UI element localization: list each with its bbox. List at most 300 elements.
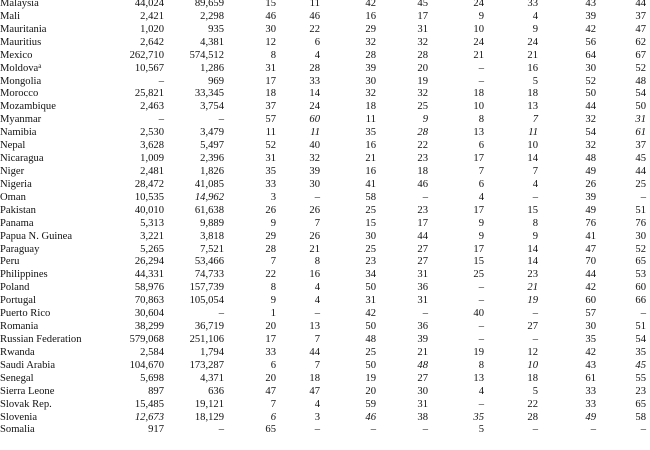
table-cell: 35 xyxy=(365,127,376,139)
table-cell: 4 xyxy=(532,10,538,22)
table-cell: 18 xyxy=(309,372,320,384)
table-cell: 48 xyxy=(585,153,596,165)
table-cell: 42 xyxy=(365,308,376,320)
table-cell: – xyxy=(370,424,376,436)
table-cell: 41 xyxy=(585,230,596,242)
table-cell: – xyxy=(478,333,484,345)
table-cell: 23 xyxy=(365,256,376,268)
table-cell: 70 xyxy=(585,256,596,268)
table-cell: – xyxy=(478,295,484,307)
table-cell: 61 xyxy=(635,127,646,139)
table-cell: 40 xyxy=(309,140,320,152)
table-cell: 30 xyxy=(585,321,596,333)
table-cell: 157,739 xyxy=(189,282,224,294)
country-name: Namibia xyxy=(0,127,37,139)
table-cell: 14 xyxy=(309,88,320,100)
table-cell: 10 xyxy=(527,140,538,152)
table-cell: 6 xyxy=(478,178,484,190)
table-cell: 23 xyxy=(635,385,646,397)
country-name: Russian Federation xyxy=(0,333,82,345)
table-row xyxy=(0,192,650,205)
table-cell: 54 xyxy=(635,88,646,100)
table-cell: 52 xyxy=(635,62,646,74)
table-cell: 41,085 xyxy=(194,178,224,190)
table-cell: 21 xyxy=(473,49,484,61)
table-cell: 28 xyxy=(309,62,320,74)
table-cell: 28 xyxy=(417,49,428,61)
table-cell: 7 xyxy=(314,217,320,229)
country-name: Nepal xyxy=(0,140,26,152)
table-cell: 37 xyxy=(635,140,646,152)
table-cell: 2,584 xyxy=(140,346,164,358)
table-cell: 45 xyxy=(635,359,646,371)
country-name: Peru xyxy=(0,256,20,268)
table-cell: 32 xyxy=(585,114,596,126)
table-cell: 12 xyxy=(265,36,276,48)
table-cell: 9 xyxy=(270,217,276,229)
table-cell: 42 xyxy=(585,23,596,35)
table-cell: 58 xyxy=(365,191,376,203)
table-cell: 17 xyxy=(417,217,428,229)
table-cell: 40 xyxy=(473,308,484,320)
table-cell: 16 xyxy=(365,140,376,152)
table-cell: 46 xyxy=(417,178,428,190)
table-cell: 9 xyxy=(270,295,276,307)
table-cell: 42 xyxy=(585,346,596,358)
table-cell: 11 xyxy=(365,114,376,126)
country-name: Niger xyxy=(0,165,25,177)
country-name: Saudi Arabia xyxy=(0,359,56,371)
table-cell: – xyxy=(158,114,164,126)
table-cell: 13 xyxy=(473,372,484,384)
table-cell: 61,638 xyxy=(194,204,224,216)
table-cell: 18 xyxy=(365,101,376,113)
table-row xyxy=(0,244,650,257)
table-cell: 19,121 xyxy=(194,398,224,410)
table-cell: 25,821 xyxy=(134,88,164,100)
table-cell: 28 xyxy=(417,127,428,139)
table-cell: 26 xyxy=(309,230,320,242)
table-cell: 2,463 xyxy=(140,101,164,113)
table-cell: 17 xyxy=(473,243,484,255)
table-cell: 43 xyxy=(585,0,596,9)
table-cell: 48 xyxy=(417,359,428,371)
table-cell: 22 xyxy=(417,140,428,152)
table-cell: 1,020 xyxy=(140,23,164,35)
country-name: Mauritania xyxy=(0,23,47,35)
table-row xyxy=(0,50,650,63)
table-cell: 636 xyxy=(208,385,224,397)
table-cell: 52 xyxy=(265,140,276,152)
table-cell: 27 xyxy=(417,372,428,384)
table-cell: 39 xyxy=(309,165,320,177)
table-row xyxy=(0,37,650,50)
table-cell: 16 xyxy=(527,62,538,74)
table-row xyxy=(0,412,650,425)
table-cell: 30 xyxy=(309,178,320,190)
table-cell: 33,345 xyxy=(194,88,224,100)
table-cell: 45 xyxy=(635,153,646,165)
table-cell: 4 xyxy=(478,191,484,203)
table-cell: 48 xyxy=(635,75,646,87)
country-name: Panama xyxy=(0,217,34,229)
table-cell: 917 xyxy=(148,424,164,436)
table-cell: 7 xyxy=(532,165,538,177)
table-cell: – xyxy=(640,308,646,320)
table-cell: 7,521 xyxy=(200,243,224,255)
table-row xyxy=(0,24,650,37)
table-cell: 50 xyxy=(365,359,376,371)
table-cell: 7 xyxy=(478,165,484,177)
table-cell: 9 xyxy=(532,230,538,242)
table-cell: 33 xyxy=(585,385,596,397)
table-cell: 60 xyxy=(585,295,596,307)
table-cell: 6 xyxy=(478,140,484,152)
table-cell: – xyxy=(640,191,646,203)
table-cell: 7 xyxy=(532,114,538,126)
country-name: Mozambique xyxy=(0,101,56,113)
table-cell: 38 xyxy=(417,411,428,423)
table-cell: 7 xyxy=(270,398,276,410)
table-cell: 28,472 xyxy=(134,178,164,190)
table-cell: 57 xyxy=(585,308,596,320)
table-cell: 13 xyxy=(309,321,320,333)
table-row xyxy=(0,399,650,412)
table-cell: 26 xyxy=(585,178,596,190)
table-cell: 15 xyxy=(265,0,276,9)
table-cell: 25 xyxy=(635,178,646,190)
table-cell: 33 xyxy=(309,75,320,87)
table-cell: – xyxy=(478,62,484,74)
table-cell: 64 xyxy=(585,49,596,61)
table-cell: 60 xyxy=(309,114,320,126)
table-cell: 33 xyxy=(527,0,538,9)
table-cell: 18 xyxy=(417,165,428,177)
table-cell: 1,794 xyxy=(200,346,224,358)
table-cell: 25 xyxy=(417,101,428,113)
table-cell: 10 xyxy=(473,23,484,35)
table-cell: 21 xyxy=(365,153,376,165)
table-cell: 44 xyxy=(417,230,428,242)
footnote-marker: a xyxy=(38,62,42,70)
table-cell: 31 xyxy=(265,62,276,74)
table-cell: 27 xyxy=(417,243,428,255)
table-cell: 1,286 xyxy=(200,62,224,74)
table-cell: 18 xyxy=(527,372,538,384)
table-cell: 9 xyxy=(422,114,428,126)
table-cell: 50 xyxy=(365,282,376,294)
table-cell: 935 xyxy=(208,23,224,35)
table-cell: 24 xyxy=(309,101,320,113)
table-cell: 8 xyxy=(270,49,276,61)
table-row xyxy=(0,153,650,166)
table-cell: 19 xyxy=(473,346,484,358)
table-cell: 5,265 xyxy=(140,243,164,255)
country-name: Papua N. Guinea xyxy=(0,230,73,242)
table-cell: 51 xyxy=(635,204,646,216)
table-cell: 14 xyxy=(527,256,538,268)
table-cell: 35 xyxy=(473,411,484,423)
table-cell: 8 xyxy=(532,217,538,229)
table-cell: 22 xyxy=(265,269,276,281)
table-row xyxy=(0,101,650,114)
table-cell: 6 xyxy=(270,411,276,423)
table-cell: 11 xyxy=(309,0,320,9)
table-cell: 3,818 xyxy=(200,230,224,242)
table-cell: 10 xyxy=(473,101,484,113)
table-cell: 38,299 xyxy=(134,321,164,333)
country-name: Senegal xyxy=(0,372,34,384)
table-cell: 26 xyxy=(309,204,320,216)
table-row xyxy=(0,321,650,334)
table-cell: 30 xyxy=(265,23,276,35)
table-cell: 5 xyxy=(532,75,538,87)
table-cell: 30 xyxy=(635,230,646,242)
table-cell: – xyxy=(422,424,428,436)
table-cell: 105,054 xyxy=(189,295,224,307)
table-row xyxy=(0,347,650,360)
table-cell: 2,421 xyxy=(140,10,164,22)
table-row xyxy=(0,0,650,11)
table-cell: 15 xyxy=(473,256,484,268)
table-cell: 7 xyxy=(270,256,276,268)
table-cell: 20 xyxy=(265,372,276,384)
table-cell: 46 xyxy=(309,10,320,22)
table-cell: 39 xyxy=(417,333,428,345)
table-cell: 21 xyxy=(527,282,538,294)
table-cell: 173,287 xyxy=(189,359,224,371)
table-cell: 35 xyxy=(265,165,276,177)
table-cell: 47 xyxy=(585,243,596,255)
country-name: Oman xyxy=(0,191,26,203)
table-cell: 31 xyxy=(635,114,646,126)
table-cell: 49 xyxy=(585,411,596,423)
table-cell: 16 xyxy=(365,10,376,22)
table-cell: 251,106 xyxy=(189,333,224,345)
table-cell: 1 xyxy=(270,308,276,320)
table-cell: 30 xyxy=(417,385,428,397)
table-row xyxy=(0,218,650,231)
table-row xyxy=(0,360,650,373)
table-cell: 5,313 xyxy=(140,217,164,229)
table-cell: 5,497 xyxy=(200,140,224,152)
country-name: Poland xyxy=(0,282,30,294)
table-cell: 25 xyxy=(365,204,376,216)
table-cell: 42 xyxy=(365,0,376,9)
table-cell: – xyxy=(532,333,538,345)
table-cell: – xyxy=(532,424,538,436)
table-cell: 54 xyxy=(635,333,646,345)
table-cell: 36,719 xyxy=(194,321,224,333)
table-cell: 55 xyxy=(635,372,646,384)
table-cell: – xyxy=(422,191,428,203)
table-cell: 58 xyxy=(635,411,646,423)
table-cell: 37 xyxy=(635,10,646,22)
table-cell: 57 xyxy=(265,114,276,126)
table-cell: 3,221 xyxy=(140,230,164,242)
table-cell: 23 xyxy=(527,269,538,281)
table-cell: 5,698 xyxy=(140,372,164,384)
table-cell: 10 xyxy=(527,359,538,371)
table-cell: 43 xyxy=(585,359,596,371)
table-cell: 14,962 xyxy=(194,191,224,203)
country-name: Somalia xyxy=(0,424,35,436)
table-cell: 14 xyxy=(527,153,538,165)
table-cell: 10,567 xyxy=(134,62,164,74)
table-cell: 62 xyxy=(635,36,646,48)
table-cell: 31 xyxy=(417,269,428,281)
table-cell: 3,628 xyxy=(140,140,164,152)
table-cell: 47 xyxy=(635,23,646,35)
table-cell: 31 xyxy=(365,295,376,307)
table-cell: 8 xyxy=(270,282,276,294)
table-cell: 9 xyxy=(478,217,484,229)
table-cell: 35 xyxy=(635,346,646,358)
table-cell: 46 xyxy=(265,10,276,22)
table-cell: 36 xyxy=(417,282,428,294)
table-cell: 29 xyxy=(365,23,376,35)
table-cell: 36 xyxy=(417,321,428,333)
table-cell: 8 xyxy=(478,114,484,126)
table-cell: 15 xyxy=(365,217,376,229)
table-cell: 4 xyxy=(532,178,538,190)
table-cell: 16 xyxy=(309,269,320,281)
table-cell: – xyxy=(640,424,646,436)
table-cell: 28 xyxy=(365,49,376,61)
country-name: Romania xyxy=(0,321,39,333)
table-cell: 44,024 xyxy=(134,0,164,9)
table-cell: 44 xyxy=(635,0,646,9)
table-cell: 5 xyxy=(478,424,484,436)
table-cell: 20 xyxy=(265,321,276,333)
table-cell: 50 xyxy=(635,101,646,113)
table-cell: – xyxy=(532,191,538,203)
table-cell: 58,976 xyxy=(134,282,164,294)
table-cell: 5 xyxy=(532,385,538,397)
country-name: Mongolia xyxy=(0,75,42,87)
table-cell: – xyxy=(478,321,484,333)
table-cell: 33 xyxy=(265,178,276,190)
table-cell: 76 xyxy=(585,217,596,229)
table-cell: – xyxy=(218,114,224,126)
table-cell: 13 xyxy=(473,127,484,139)
table-cell: 27 xyxy=(527,321,538,333)
table-cell: 70,863 xyxy=(134,295,164,307)
country-name: Mexico xyxy=(0,49,33,61)
table-cell: 2,298 xyxy=(200,10,224,22)
table-cell: 22 xyxy=(309,23,320,35)
table-cell: 4 xyxy=(314,398,320,410)
table-cell: 17 xyxy=(417,10,428,22)
table-cell: 16 xyxy=(365,165,376,177)
table-cell: 4,381 xyxy=(200,36,224,48)
table-cell: 28 xyxy=(527,411,538,423)
table-cell: 19 xyxy=(527,295,538,307)
table-row xyxy=(0,88,650,101)
table-cell: 31 xyxy=(417,295,428,307)
table-cell: 31 xyxy=(417,23,428,35)
table-cell: 11 xyxy=(528,127,538,139)
country-name: Myanmar xyxy=(0,114,42,126)
table-cell: 47 xyxy=(265,385,276,397)
table-cell: 18 xyxy=(265,88,276,100)
table-cell: 53,466 xyxy=(194,256,224,268)
table-cell: 30 xyxy=(585,62,596,74)
table-cell: 897 xyxy=(148,385,164,397)
table-cell: 74,733 xyxy=(194,269,224,281)
table-cell: 20 xyxy=(365,385,376,397)
table-cell: 52 xyxy=(635,243,646,255)
table-cell: 17 xyxy=(473,153,484,165)
table-cell: 31 xyxy=(417,398,428,410)
table-row xyxy=(0,166,650,179)
country-name: Nigeria xyxy=(0,178,32,190)
table-cell: 76 xyxy=(635,217,646,229)
table-cell: 12,673 xyxy=(134,411,164,423)
table-cell: 24 xyxy=(473,0,484,9)
table-cell: 7 xyxy=(314,359,320,371)
table-cell: 19 xyxy=(365,372,376,384)
table-cell: 15 xyxy=(527,204,538,216)
table-cell: 9 xyxy=(532,23,538,35)
table-cell: 32 xyxy=(417,36,428,48)
table-cell: 66 xyxy=(635,295,646,307)
country-name: Puerto Rico xyxy=(0,308,51,320)
table-cell: 48 xyxy=(365,333,376,345)
table-cell: 12 xyxy=(527,346,538,358)
table-cell: 3 xyxy=(314,411,320,423)
table-cell: – xyxy=(478,282,484,294)
table-cell: 30 xyxy=(365,230,376,242)
table-row xyxy=(0,114,650,127)
table-row xyxy=(0,11,650,24)
table-cell: 37 xyxy=(265,101,276,113)
table-cell: 34 xyxy=(365,269,376,281)
country-name: Morocco xyxy=(0,88,39,100)
table-cell: 56 xyxy=(585,36,596,48)
table-cell: 26,294 xyxy=(134,256,164,268)
table-cell: 26 xyxy=(265,204,276,216)
table-cell: 17 xyxy=(265,333,276,345)
table-cell: 44 xyxy=(309,346,320,358)
country-name: Philippines xyxy=(0,269,48,281)
table-cell: 89,659 xyxy=(194,0,224,9)
table-cell: 9,889 xyxy=(200,217,224,229)
country-name: Nicaragua xyxy=(0,153,44,165)
table-cell: 2,481 xyxy=(140,165,164,177)
table-cell: 15,485 xyxy=(134,398,164,410)
country-name: Slovenia xyxy=(0,411,38,423)
table-cell: 11 xyxy=(265,127,276,139)
table-cell: 18 xyxy=(473,88,484,100)
table-row xyxy=(0,256,650,269)
table-cell: 28 xyxy=(265,243,276,255)
table-cell: 35 xyxy=(585,333,596,345)
table-cell: 59 xyxy=(365,398,376,410)
table-cell: 22 xyxy=(527,398,538,410)
table-cell: 30,604 xyxy=(134,308,164,320)
table-cell: 4 xyxy=(314,282,320,294)
table-cell: 6 xyxy=(314,36,320,48)
table-cell: 40,010 xyxy=(134,204,164,216)
table-cell: 2,530 xyxy=(140,127,164,139)
table-cell: 13 xyxy=(527,101,538,113)
table-cell: 60 xyxy=(635,282,646,294)
table-cell: – xyxy=(422,308,428,320)
country-name: Rwanda xyxy=(0,346,35,358)
country-name: Slovak Rep. xyxy=(0,398,52,410)
table-cell: 25 xyxy=(365,346,376,358)
